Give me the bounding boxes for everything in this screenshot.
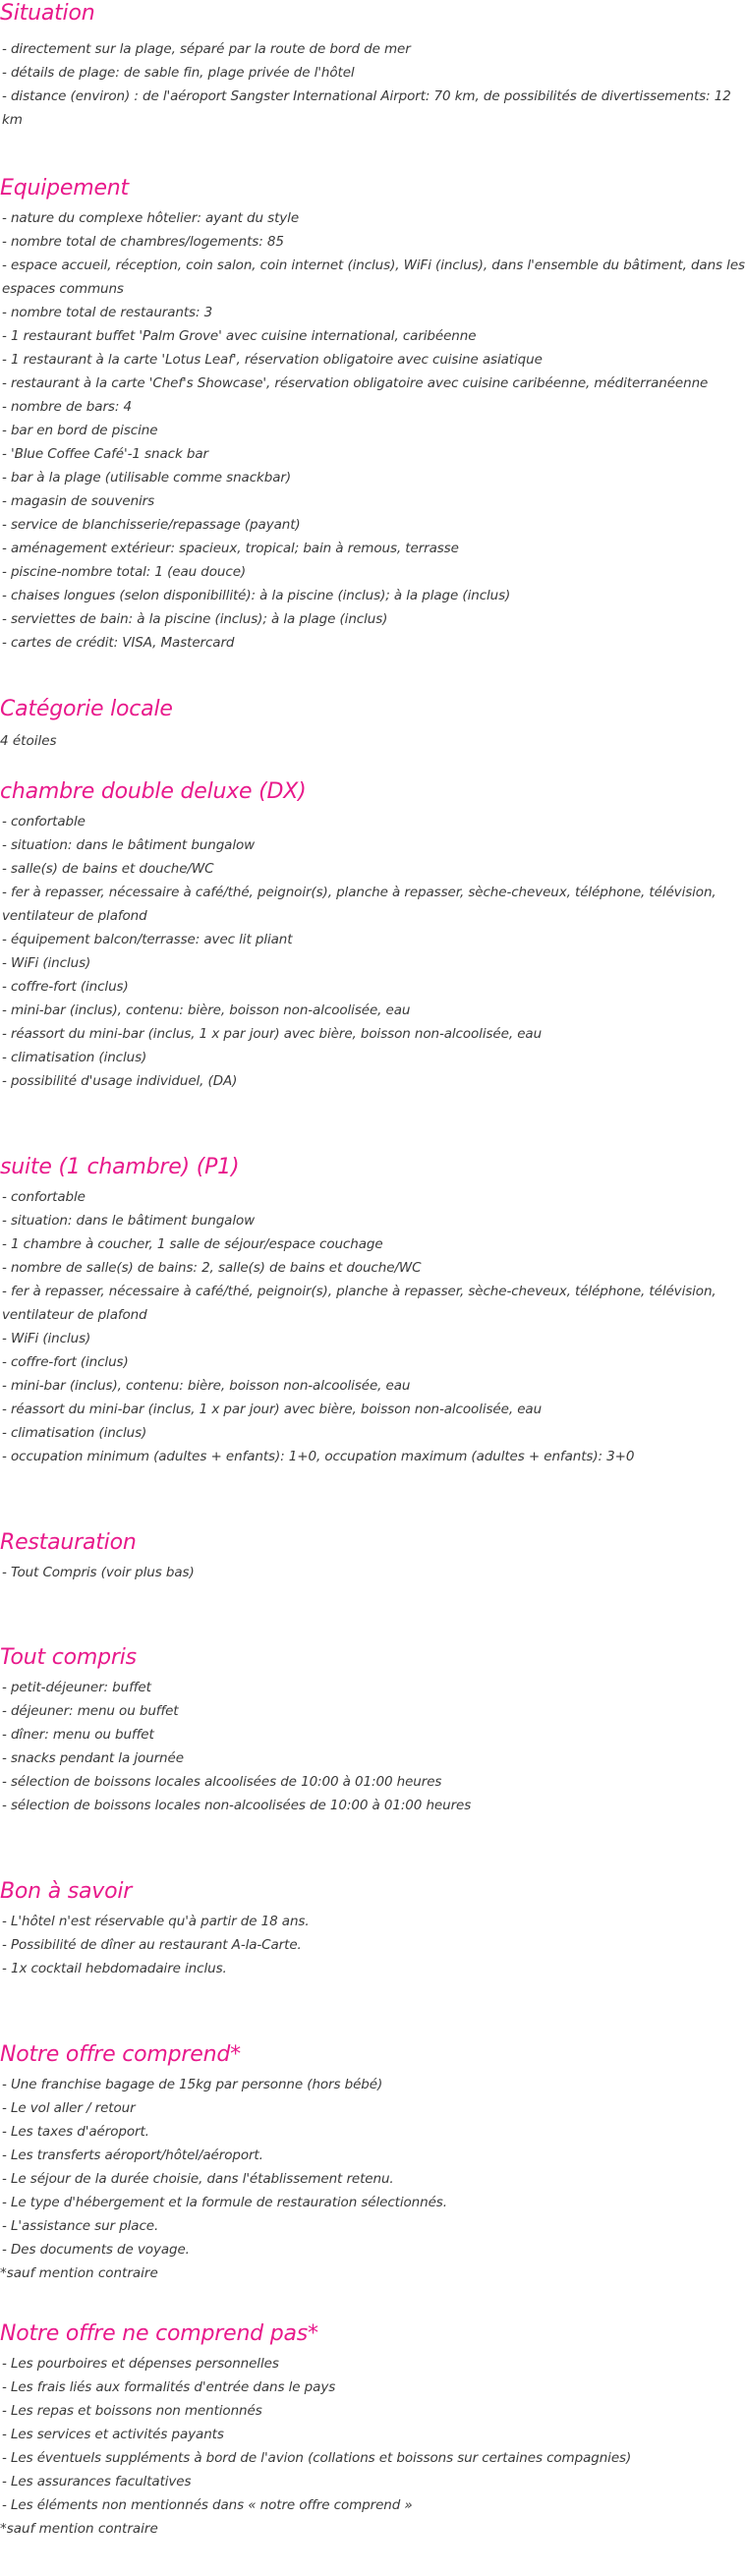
list-item: - nombre total de chambres/logements: 85: [2, 234, 284, 250]
list-item: - L'hôtel n'est réservable qu'à partir de 18 ans.: [2, 1914, 310, 1929]
list-item: - 1x cocktail hebdomadaire inclus.: [2, 1961, 227, 1976]
list-item: - Les repas et boissons non mentionnés: [2, 2403, 262, 2419]
list-item: - nombre de salle(s) de bains: 2, salle(s) de bains et douche/WC: [2, 1260, 422, 1276]
list-item: - Le type d'hébergement et la formule de restauration sélectionnés.: [2, 2195, 447, 2210]
list-item: - confortable: [2, 814, 86, 830]
section-restauration: [0, 1529, 745, 1644]
list-item: - bar à la plage (utilisable comme snackbar): [2, 470, 292, 486]
list-item: - 1 restaurant à la carte 'Lotus Leaf', réservation obligatoire avec cuisine asiatique: [2, 352, 543, 368]
list-item: - sélection de boissons locales alcoolisées de 10:00 à 01:00 heures: [2, 1774, 442, 1790]
list-item: - piscine-nombre total: 1 (eau douce): [2, 564, 247, 580]
section-offre-comprend: [0, 2041, 745, 2320]
list-item: - Le vol aller / retour: [2, 2100, 136, 2116]
situation-list: [0, 37, 745, 132]
list-item: - déjeuner: menu ou buffet: [2, 1703, 179, 1719]
list-item: - chaises longues (selon disponibillité): à la piscine (inclus); à la plage (inclus): [2, 588, 511, 603]
list-item: - Tout Compris (voir plus bas): [2, 1565, 195, 1580]
list-item: - réassort du mini-bar (inclus, 1 x par jour) avec bière, boisson non-alcoolisée, eau: [2, 1402, 543, 1417]
list-item: - climatisation (inclus): [2, 1425, 147, 1441]
list-item: - 'Blue Coffee Café'-1 snack bar: [2, 446, 208, 462]
tout-compris-list: [0, 1676, 745, 1817]
section-suite: [0, 1154, 745, 1529]
equipement-list: [0, 206, 745, 655]
list-item: - aménagement extérieur: spacieux, tropical; bain à remous, terrasse: [2, 541, 459, 556]
list-item: - nombre total de restaurants: 3: [2, 305, 213, 320]
list-item: - WiFi (inclus): [2, 1331, 91, 1346]
list-item: - Les pourboires et dépenses personnelles: [2, 2356, 279, 2372]
list-item: - Des documents de voyage.: [2, 2242, 190, 2258]
list-item: - 1 chambre à coucher, 1 salle de séjour/espace couchage: [2, 1236, 383, 1252]
list-item: - WiFi (inclus): [2, 955, 91, 971]
section-heading: Equipement: [0, 176, 129, 200]
list-item: - dîner: menu ou buffet: [2, 1727, 154, 1743]
section-heading: chambre double deluxe (DX): [0, 779, 307, 804]
list-item: - nature du complexe hôtelier: ayant du style: [2, 210, 300, 226]
section-situation: [0, 0, 745, 175]
list-item: - fer à repasser, nécessaire à café/thé, peignoir(s), planche à repasser, sèche-cheveux, téléphone, télévision, ventilateur de plafond: [2, 885, 716, 924]
section-heading: Bon à savoir: [0, 1879, 133, 1904]
list-item: - snacks pendant la journée: [2, 1750, 184, 1766]
list-item: - Les assurances facultatives: [2, 2474, 192, 2490]
restauration-list: [0, 1561, 745, 1584]
list-item: - confortable: [2, 1189, 86, 1205]
section-heading: Notre offre comprend*: [0, 2042, 241, 2067]
list-item: - service de blanchisserie/repassage (payant): [2, 517, 301, 533]
list-item: - espace accueil, réception, coin salon, coin internet (inclus), WiFi (inclus), dans l'ensemble du bâtiment, dans les espaces communs: [2, 258, 745, 297]
list-item: - salle(s) de bains et douche/WC: [2, 861, 214, 877]
list-item: - L'assistance sur place.: [2, 2218, 159, 2234]
list-item: - mini-bar (inclus), contenu: bière, boisson non-alcoolisée, eau: [2, 1378, 411, 1394]
list-item: - distance (environ) : de l'aéroport Sangster International Airport: 70 km, de possibilités de divertissements: 12 km: [2, 88, 731, 128]
offre-non-note: *sauf mention contraire: [0, 2521, 158, 2537]
list-item: - coffre-fort (inclus): [2, 1354, 129, 1370]
section-chambre-double-deluxe: [0, 778, 745, 1154]
categorie-text: 4 étoiles: [0, 733, 57, 749]
list-item: - 1 restaurant buffet 'Palm Grove' avec cuisine international, caribéenne: [2, 328, 477, 344]
list-item: - Les éléments non mentionnés dans « notre offre comprend »: [2, 2497, 413, 2513]
list-item: - sélection de boissons locales non-alcoolisées de 10:00 à 01:00 heures: [2, 1798, 472, 1813]
list-item: - nombre de bars: 4: [2, 399, 132, 415]
suite-list: [0, 1185, 745, 1468]
list-item: - Possibilité de dîner au restaurant A-la-Carte.: [2, 1937, 302, 1953]
list-item: - coffre-fort (inclus): [2, 979, 129, 995]
list-item: - situation: dans le bâtiment bungalow: [2, 1213, 256, 1229]
section-tout-compris: [0, 1644, 745, 1878]
list-item: - Les services et activités payants: [2, 2427, 224, 2442]
list-item: - réassort du mini-bar (inclus, 1 x par jour) avec bière, boisson non-alcoolisée, eau: [2, 1026, 543, 1042]
section-offre-ne-comprend-pas: [0, 2320, 745, 2556]
section-heading: Catégorie locale: [0, 697, 173, 721]
section-heading: Notre offre ne comprend pas*: [0, 2321, 318, 2346]
section-bon-a-savoir: [0, 1878, 745, 2041]
list-item: - mini-bar (inclus), contenu: bière, boisson non-alcoolisée, eau: [2, 1002, 411, 1018]
list-item: - directement sur la plage, séparé par la route de bord de mer: [2, 41, 411, 57]
list-item: - situation: dans le bâtiment bungalow: [2, 837, 256, 853]
list-item: - cartes de crédit: VISA, Mastercard: [2, 635, 235, 651]
list-item: - fer à repasser, nécessaire à café/thé, peignoir(s), planche à repasser, sèche-cheveux, téléphone, télévision, ventilateur de plafond: [2, 1284, 716, 1323]
list-item: - équipement balcon/terrasse: avec lit pliant: [2, 932, 293, 947]
section-categorie-locale: [0, 696, 745, 778]
offre-note: *sauf mention contraire: [0, 2265, 158, 2281]
list-item: - occupation minimum (adultes + enfants): 1+0, occupation maximum (adultes + enfants): 3+0: [2, 1449, 635, 1464]
list-item: - Les éventuels suppléments à bord de l'avion (collations et boissons sur certaines compagnies): [2, 2450, 632, 2466]
list-item: - Les transferts aéroport/hôtel/aéroport.: [2, 2147, 263, 2163]
list-item: - serviettes de bain: à la piscine (inclus); à la plage (inclus): [2, 611, 388, 627]
list-item: - Les taxes d'aéroport.: [2, 2124, 149, 2140]
list-item: - Les frais liés aux formalités d'entrée dans le pays: [2, 2379, 336, 2395]
offre-ne-comprend-pas-list: [0, 2352, 745, 2517]
list-item: - climatisation (inclus): [2, 1050, 147, 1065]
section-heading: Tout compris: [0, 1645, 137, 1670]
bon-a-savoir-list: [0, 1910, 745, 1980]
section-heading: suite (1 chambre) (P1): [0, 1155, 240, 1179]
list-item: - restaurant à la carte 'Chef's Showcase', réservation obligatoire avec cuisine caribéenne, méditerranéenne: [2, 375, 709, 391]
list-item: - bar en bord de piscine: [2, 423, 158, 438]
list-item: - Une franchise bagage de 15kg par personne (hors bébé): [2, 2077, 383, 2092]
offre-comprend-list: [0, 2073, 745, 2261]
section-heading: Situation: [0, 1, 95, 26]
list-item: - Le séjour de la durée choisie, dans l'établissement retenu.: [2, 2171, 394, 2187]
list-item: - détails de plage: de sable fin, plage privée de l'hôtel: [2, 65, 355, 81]
list-item: - petit-déjeuner: buffet: [2, 1680, 151, 1695]
list-item: - possibilité d'usage individuel, (DA): [2, 1073, 238, 1089]
chambre-list: [0, 810, 745, 1093]
section-heading: Restauration: [0, 1530, 137, 1555]
section-equipement: [0, 175, 745, 696]
list-item: - magasin de souvenirs: [2, 493, 155, 509]
